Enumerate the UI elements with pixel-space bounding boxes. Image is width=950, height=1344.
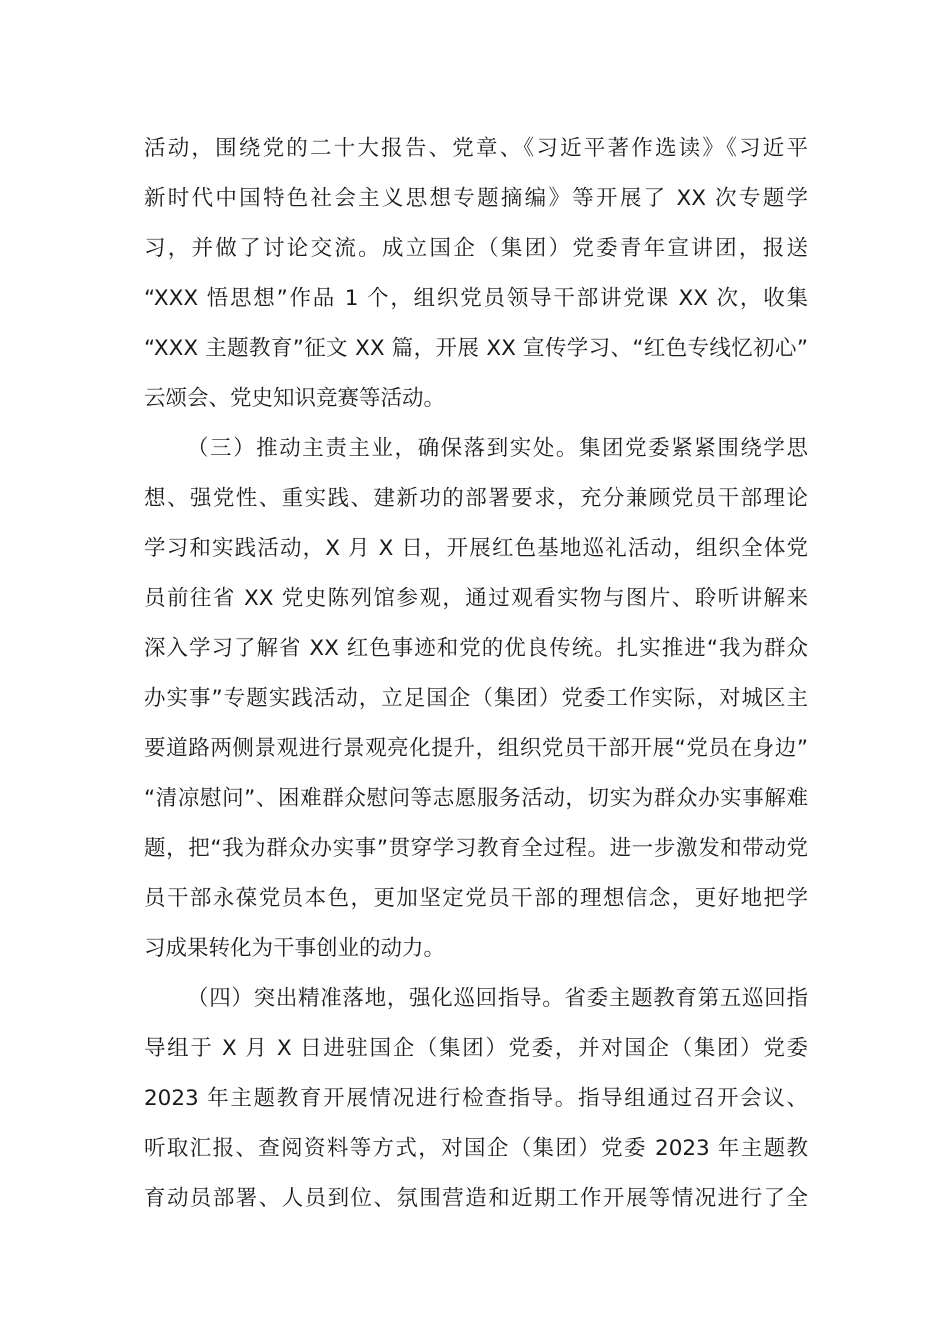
text-line: 想、强党性、重实践、建新功的部署要求，充分兼顾党员干部理论 bbox=[144, 486, 808, 511]
text-line: （四）突出精准落地，强化巡回指导。省委主题教育第五巡回指 bbox=[187, 986, 808, 1011]
text-line: 习成果转化为干事创业的动力。 bbox=[144, 936, 446, 961]
paragraph-1 bbox=[144, 124, 808, 424]
text-line: 学习和实践活动，X 月 X 日，开展红色基地巡礼活动，组织全体党 bbox=[144, 536, 808, 561]
text-line: 云颂会、党史知识竞赛等活动。 bbox=[144, 386, 446, 411]
text-line: （三）推动主责主业，确保落到实处。集团党委紧紧围绕学思 bbox=[187, 436, 808, 461]
text-line: “清凉慰问”、困难群众慰问等志愿服务活动，切实为群众办实事解难 bbox=[144, 786, 808, 811]
text-line: 新时代中国特色社会主义思想专题摘编》等开展了 XX 次专题学 bbox=[144, 186, 808, 211]
text-line: 深入学习了解省 XX 红色事迹和党的优良传统。扎实推进“我为群众 bbox=[144, 636, 808, 661]
text-line: 导组于 X 月 X 日进驻国企（集团）党委，并对国企（集团）党委 bbox=[144, 1036, 808, 1061]
text-line: 育动员部署、人员到位、氛围营造和近期工作开展等情况进行了全 bbox=[144, 1186, 808, 1211]
text-line: 2023 年主题教育开展情况进行检查指导。指导组通过召开会议、 bbox=[144, 1086, 808, 1111]
paragraph-3 bbox=[144, 974, 808, 1224]
text-line: 要道路两侧景观进行景观亮化提升，组织党员干部开展“党员在身边” bbox=[144, 736, 808, 761]
text-line: 员干部永葆党员本色，更加坚定党员干部的理想信念，更好地把学 bbox=[144, 886, 808, 911]
text-line: 活动，围绕党的二十大报告、党章、《习近平著作选读》《习近平 bbox=[144, 136, 808, 161]
text-line: 题，把“我为群众办实事”贯穿学习教育全过程。进一步激发和带动党 bbox=[144, 836, 808, 861]
text-line: 听取汇报、查阅资料等方式，对国企（集团）党委 2023 年主题教 bbox=[144, 1136, 808, 1161]
text-line: 习，并做了讨论交流。成立国企（集团）党委青年宣讲团，报送 bbox=[144, 236, 808, 261]
text-line: 员前往省 XX 党史陈列馆参观，通过观看实物与图片、聆听讲解来 bbox=[144, 586, 808, 611]
text-line: 办实事”专题实践活动，立足国企（集团）党委工作实际，对城区主 bbox=[144, 686, 808, 711]
text-line: “XXX 主题教育”征文 XX 篇，开展 XX 宣传学习、“红色专线忆初心” bbox=[144, 336, 808, 361]
document-body bbox=[144, 124, 808, 1224]
paragraph-2 bbox=[144, 424, 808, 974]
text-line: “XXX 悟思想”作品 1 个，组织党员领导干部讲党课 XX 次，收集 bbox=[144, 286, 808, 311]
